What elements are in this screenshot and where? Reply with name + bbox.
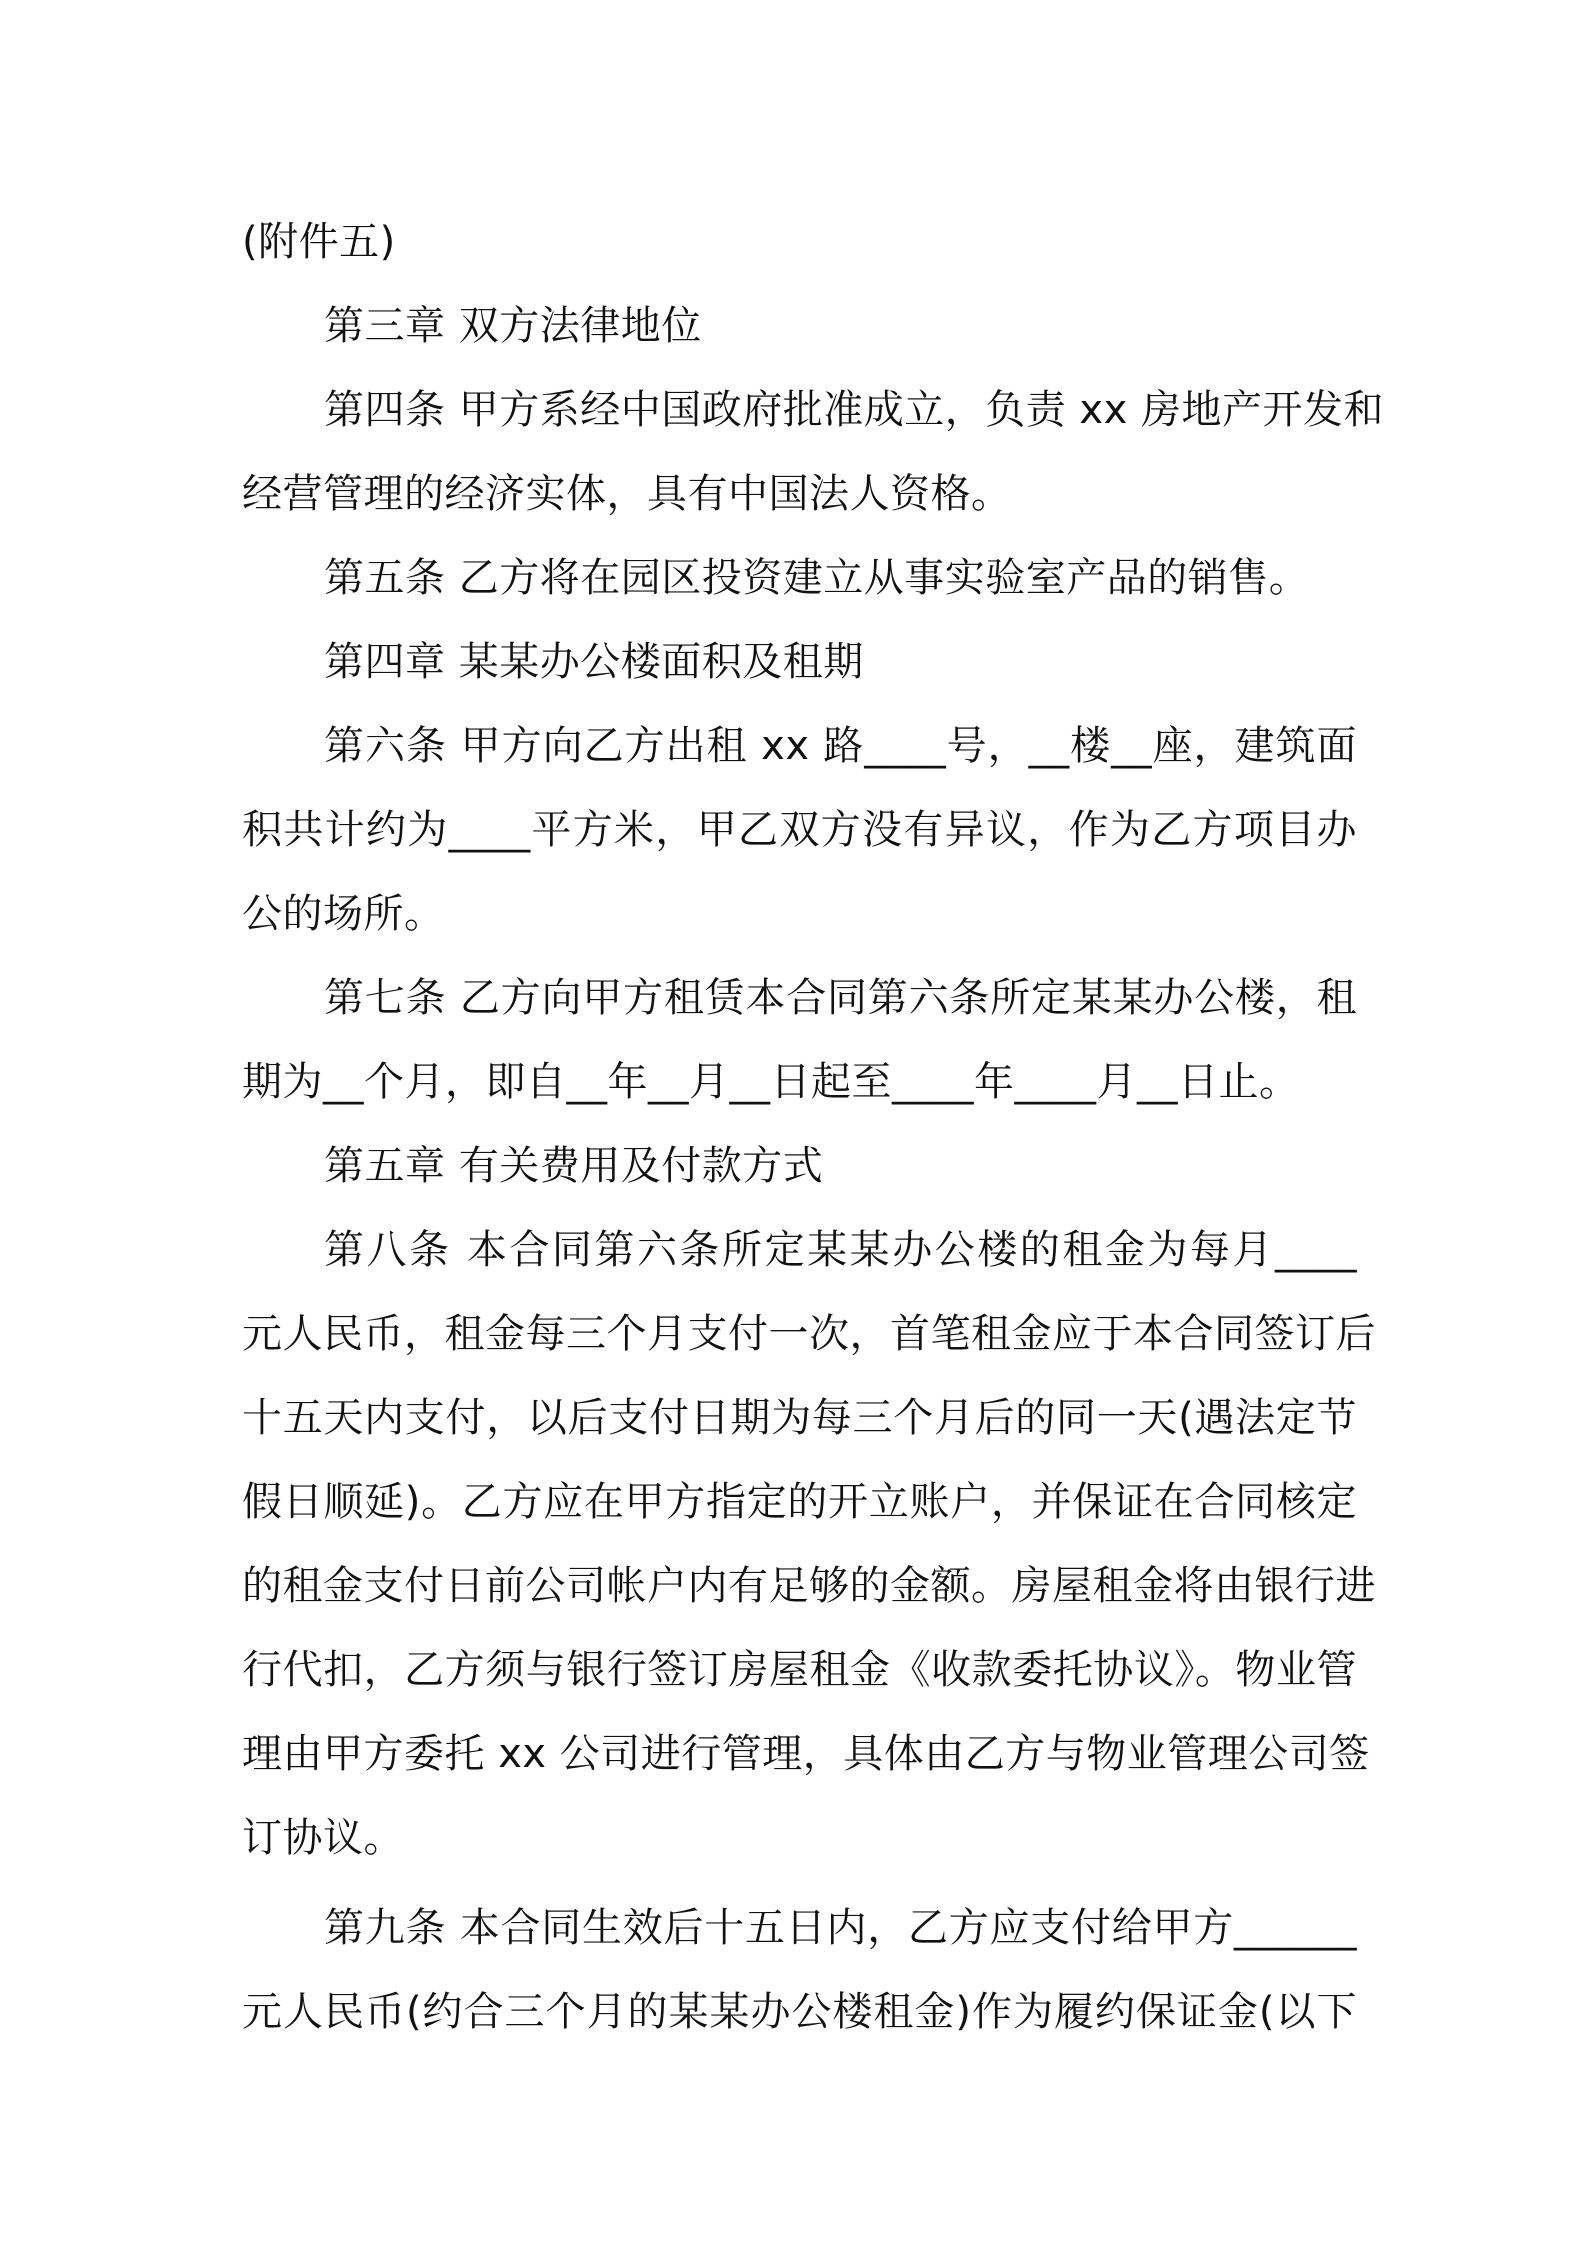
article-6-line-2: 积共计约为____平方米，甲乙双方没有异议，作为乙方项目办 <box>242 807 1357 853</box>
article-7-line-2: 期为__个月，即自__年__月__日起至____年____月__日止。 <box>242 1059 1300 1105</box>
article-8-line-6: 行代扣，乙方须与银行签订房屋租金《收款委托协议》。物业管 <box>242 1647 1357 1693</box>
article-4-line-2: 经营管理的经济实体，具有中国法人资格。 <box>242 471 1012 517</box>
document-page <box>242 200 1384 2054</box>
annex-label: (附件五) <box>242 219 396 265</box>
article-8-line-1: 第八条 本合同第六条所定某某办公楼的租金为每月____ <box>324 1227 1357 1273</box>
chapter-5-heading: 第五章 有关费用及付款方式 <box>324 1143 824 1189</box>
article-7-line-1: 第七条 乙方向甲方租赁本合同第六条所定某某办公楼，租 <box>324 975 1357 1021</box>
article-8-line-7: 理由甲方委托 xx 公司进行管理，具体由乙方与物业管理公司签 <box>242 1731 1370 1777</box>
article-8-line-2: 元人民币，租金每三个月支付一次，首笔租金应于本合同签订后 <box>242 1311 1376 1357</box>
article-8-line-3: 十五天内支付，以后支付日期为每三个月后的同一天(遇法定节 <box>242 1395 1357 1441</box>
article-6-line-3: 公的场所。 <box>242 891 445 937</box>
article-9-line-1: 第九条 本合同生效后十五日内，乙方应支付给甲方______ <box>324 1905 1357 1951</box>
article-8-line-5: 的租金支付日前公司帐户内有足够的金额。房屋租金将由银行进 <box>242 1563 1376 1609</box>
article-8-line-8: 订协议。 <box>242 1815 404 1861</box>
article-8-line-4: 假日顺延)。乙方应在甲方指定的开立账户，并保证在合同核定 <box>242 1479 1357 1525</box>
article-4-line-1: 第四条 甲方系经中国政府批准成立，负责 xx 房地产开发和 <box>324 387 1384 433</box>
chapter-4-heading: 第四章 某某办公楼面积及租期 <box>324 639 864 685</box>
article-6-line-1: 第六条 甲方向乙方出租 xx 路____号，__楼__座，建筑面 <box>324 723 1357 769</box>
article-5: 第五条 乙方将在园区投资建立从事实验室产品的销售。 <box>324 555 1310 601</box>
chapter-3-heading: 第三章 双方法律地位 <box>324 303 702 349</box>
article-9-line-2: 元人民币(约合三个月的某某办公楼租金)作为履约保证金(以下 <box>242 1989 1357 2035</box>
